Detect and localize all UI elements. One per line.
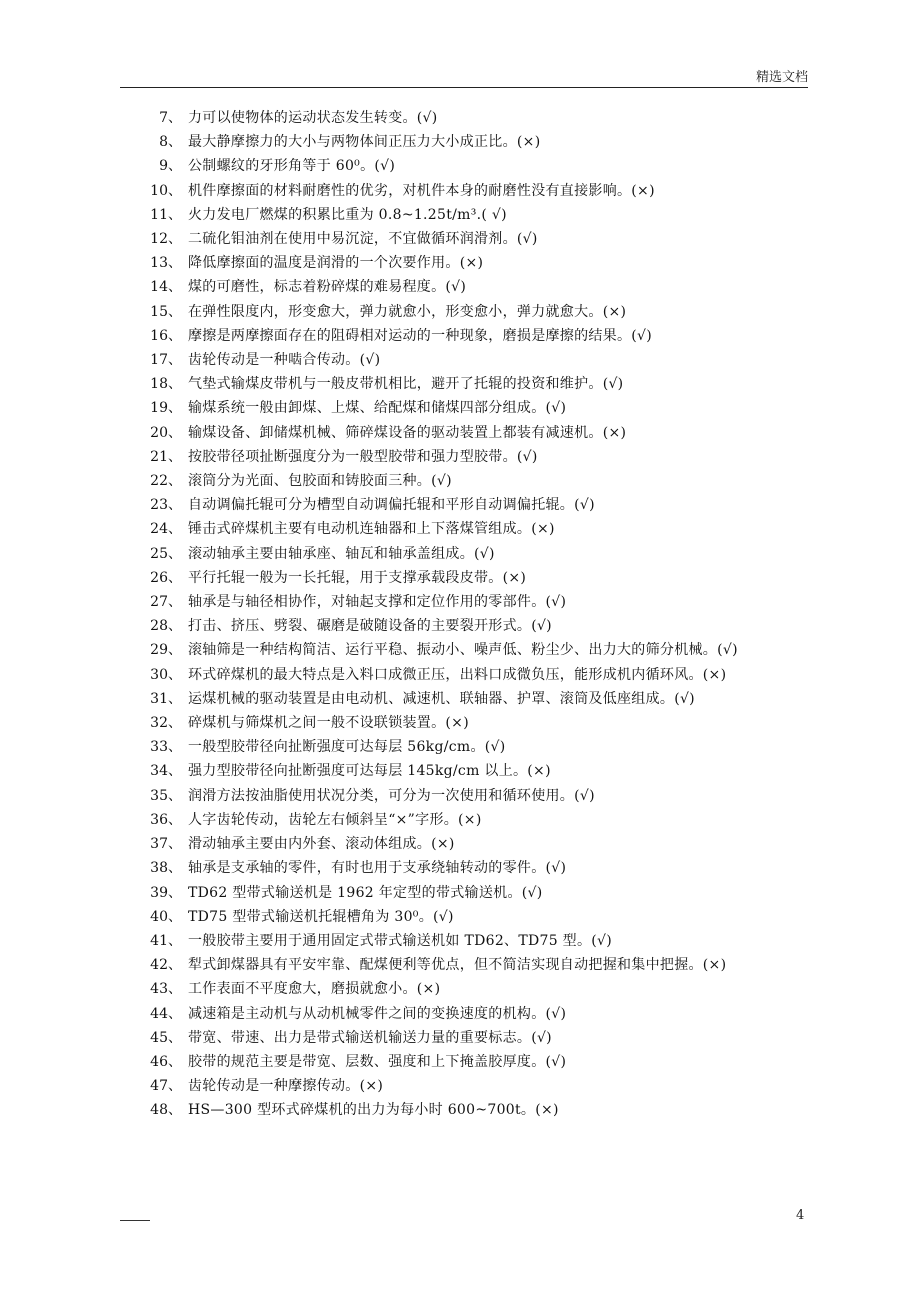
item-text: 一般胶带主要用于通用固定式带式输送机如 TD62、TD75 型。(√) — [188, 932, 612, 949]
item-number: 12、 — [150, 231, 182, 248]
item-number: 22、 — [150, 473, 182, 490]
list-item — [142, 154, 810, 178]
list-item — [142, 445, 810, 469]
list-item — [142, 251, 810, 275]
item-number: 42、 — [150, 957, 182, 974]
item-text: 胶带的规范主要是带宽、层数、强度和上下掩盖胶厚度。(√) — [188, 1053, 567, 1070]
list-item — [142, 856, 810, 880]
item-text: 轴承是与轴径相协作，对轴起支撑和定位作用的零部件。(√) — [188, 594, 567, 611]
item-number: 24、 — [150, 521, 182, 538]
page-number: 4 — [796, 1208, 805, 1223]
item-number: 26、 — [150, 569, 182, 586]
item-number: 16、 — [150, 327, 182, 344]
item-number: 45、 — [150, 1029, 182, 1046]
item-text: 滚动轴承主要由轴承座、轴瓦和轴承盖组成。(√) — [188, 545, 495, 562]
item-number: 19、 — [150, 400, 182, 417]
item-number: 20、 — [150, 424, 182, 441]
item-number: 46、 — [150, 1053, 182, 1070]
list-item — [142, 542, 810, 566]
item-number: 35、 — [150, 787, 182, 804]
item-text: 减速箱是主动机与从动机械零件之间的变换速度的机构。(√) — [188, 1005, 567, 1022]
list-item — [142, 1026, 810, 1050]
item-number: 15、 — [150, 303, 182, 320]
item-number: 31、 — [150, 690, 182, 707]
item-text: 滚轴筛是一种结构简洁、运行平稳、振动小、噪声低、粉尘少、出力大的筛分机械。(√) — [188, 642, 738, 659]
item-number: 9、 — [159, 158, 182, 175]
item-number: 28、 — [150, 618, 182, 635]
item-number: 32、 — [150, 715, 182, 732]
list-item — [142, 275, 810, 299]
list-item — [142, 372, 810, 396]
item-text: 公制螺纹的牙形角等于 60⁰。(√) — [188, 158, 396, 175]
item-text: 轴承是支承轴的零件，有时也用于支承绕轴转动的零件。(√) — [188, 860, 567, 877]
item-number: 43、 — [150, 981, 182, 998]
item-text: HS—300 型环式碎煤机的出力为每小时 600~700t。(×) — [188, 1102, 559, 1119]
list-item — [142, 711, 810, 735]
item-number: 47、 — [150, 1078, 182, 1095]
item-number: 30、 — [150, 666, 182, 683]
item-number: 10、 — [150, 182, 182, 199]
item-number: 11、 — [150, 206, 182, 223]
item-text: 锤击式碎煤机主要有电动机连轴器和上下落煤管组成。(×) — [188, 521, 555, 538]
item-text: 在弹性限度内，形变愈大，弹力就愈小，形变愈小，弹力就愈大。(×) — [188, 303, 627, 320]
item-number: 39、 — [150, 884, 182, 901]
list-item — [142, 832, 810, 856]
item-text: 碎煤机与筛煤机之间一般不设联锁装置。(×) — [188, 715, 469, 732]
item-number: 13、 — [150, 255, 182, 272]
item-text: 气垫式输煤皮带机与一般皮带机相比，避开了托辊的投资和维护。(√) — [188, 376, 624, 393]
item-text: 最大静摩擦力的大小与两物体间正压力大小成正比。(×) — [188, 134, 541, 151]
list-item — [142, 421, 810, 445]
list-item — [142, 348, 810, 372]
item-number: 29、 — [150, 642, 182, 659]
item-text: 平行托辊一般为一长托辊，用于支撑承载段皮带。(×) — [188, 569, 527, 586]
list-item — [142, 493, 810, 517]
list-item — [142, 977, 810, 1001]
item-text: 润滑方法按油脂使用状况分类，可分为一次使用和循环使用。(√) — [188, 787, 595, 804]
item-text: 输煤设备、卸储煤机械、筛碎煤设备的驱动装置上都装有减速机。(×) — [188, 424, 627, 441]
list-item — [142, 1098, 810, 1122]
item-text: 犁式卸煤器具有平安牢靠、配煤便利等优点，但不简洁实现自动把握和集中把握。(×) — [188, 957, 727, 974]
item-text: TD62 型带式输送机是 1962 年定型的带式输送机。(√) — [188, 884, 543, 901]
item-text: 自动调偏托辊可分为槽型自动调偏托辊和平形自动调偏托辊。(√) — [188, 497, 595, 514]
item-number: 21、 — [150, 448, 182, 465]
list-item — [142, 179, 810, 203]
list-item — [142, 1050, 810, 1074]
header-divider — [120, 87, 808, 88]
list-item — [142, 566, 810, 590]
item-text: 火力发电厂燃煤的积累比重为 0.8~1.25t/m³.( √) — [188, 206, 507, 223]
list-item — [142, 663, 810, 687]
list-item — [142, 735, 810, 759]
list-item — [142, 227, 810, 251]
item-number: 36、 — [150, 811, 182, 828]
list-item — [142, 590, 810, 614]
item-text: 强力型胶带径向扯断强度可达每层 145kg/cm 以上。(×) — [188, 763, 551, 780]
item-number: 23、 — [150, 497, 182, 514]
list-item — [142, 469, 810, 493]
item-number: 8、 — [159, 134, 182, 151]
list-item — [142, 905, 810, 929]
list-item — [142, 929, 810, 953]
list-item — [142, 324, 810, 348]
list-item — [142, 687, 810, 711]
item-number: 38、 — [150, 860, 182, 877]
item-number: 17、 — [150, 352, 182, 369]
item-number: 37、 — [150, 836, 182, 853]
item-number: 34、 — [150, 763, 182, 780]
item-number: 33、 — [150, 739, 182, 756]
item-number: 25、 — [150, 545, 182, 562]
list-item — [142, 130, 810, 154]
item-text: 环式碎煤机的最大特点是入料口成微正压，出料口成微负压，能形成机内循环风。(×) — [188, 666, 727, 683]
item-text: 带宽、带速、出力是带式输送机输送力量的重要标志。(√) — [188, 1029, 552, 1046]
list-item — [142, 759, 810, 783]
item-text: 煤的可磨性，标志着粉碎煤的难易程度。(√) — [188, 279, 467, 296]
item-text: 摩擦是两摩擦面存在的阻碍相对运动的一种现象，磨损是摩擦的结果。(√) — [188, 327, 653, 344]
footer-divider — [120, 1220, 150, 1221]
list-item — [142, 1074, 810, 1098]
list-item — [142, 881, 810, 905]
question-list — [142, 106, 810, 1123]
item-number: 40、 — [150, 908, 182, 925]
list-item — [142, 203, 810, 227]
list-item — [142, 300, 810, 324]
list-item — [142, 106, 810, 130]
item-number: 7、 — [159, 110, 182, 126]
list-item — [142, 784, 810, 808]
list-item — [142, 614, 810, 638]
item-text: 滚筒分为光面、包胶面和铸胶面三种。(√) — [188, 473, 452, 490]
item-text: 运煤机械的驱动装置是由电动机、减速机、联轴器、护罩、滚筒及低座组成。(√) — [188, 690, 695, 707]
list-item — [142, 808, 810, 832]
item-text: 机件摩擦面的材料耐磨性的优劣，对机件本身的耐磨性没有直接影响。(×) — [188, 182, 655, 199]
item-text: 力可以使物体的运动状态发生转变。(√) — [188, 110, 438, 126]
list-item — [142, 638, 810, 662]
item-text: 人字齿轮传动，齿轮左右倾斜呈“×”字形。(×) — [188, 811, 482, 828]
item-number: 41、 — [150, 932, 182, 949]
item-text: 滑动轴承主要由内外套、滚动体组成。(×) — [188, 836, 455, 853]
item-text: 打击、挤压、劈裂、碾磨是破随设备的主要裂开形式。(√) — [188, 618, 552, 635]
item-text: 齿轮传动是一种摩擦传动。(×) — [188, 1078, 384, 1095]
item-text: 降低摩擦面的温度是润滑的一个次要作用。(×) — [188, 255, 484, 272]
item-text: TD75 型带式输送机托辊槽角为 30⁰。(√) — [188, 908, 454, 925]
item-number: 14、 — [150, 279, 182, 296]
item-text: 输煤系统一般由卸煤、上煤、给配煤和储煤四部分组成。(√) — [188, 400, 567, 417]
item-text: 工作表面不平度愈大，磨损就愈小。(×) — [188, 981, 441, 998]
item-number: 27、 — [150, 594, 182, 611]
item-number: 44、 — [150, 1005, 182, 1022]
item-text: 二硫化钼油剂在使用中易沉淀，不宜做循环润滑剂。(√) — [188, 231, 538, 248]
item-number: 18、 — [150, 376, 182, 393]
item-text: 齿轮传动是一种啮合传动。(√) — [188, 352, 381, 369]
list-item — [142, 1002, 810, 1026]
list-item — [142, 517, 810, 541]
list-item — [142, 953, 810, 977]
header-label: 精选文档 — [755, 70, 808, 85]
item-text: 一般型胶带径向扯断强度可达每层 56kg/cm。(√) — [188, 739, 506, 756]
item-text: 按胶带径项扯断强度分为一般型胶带和强力型胶带。(√) — [188, 448, 538, 465]
item-number: 48、 — [150, 1102, 182, 1119]
list-item — [142, 396, 810, 420]
